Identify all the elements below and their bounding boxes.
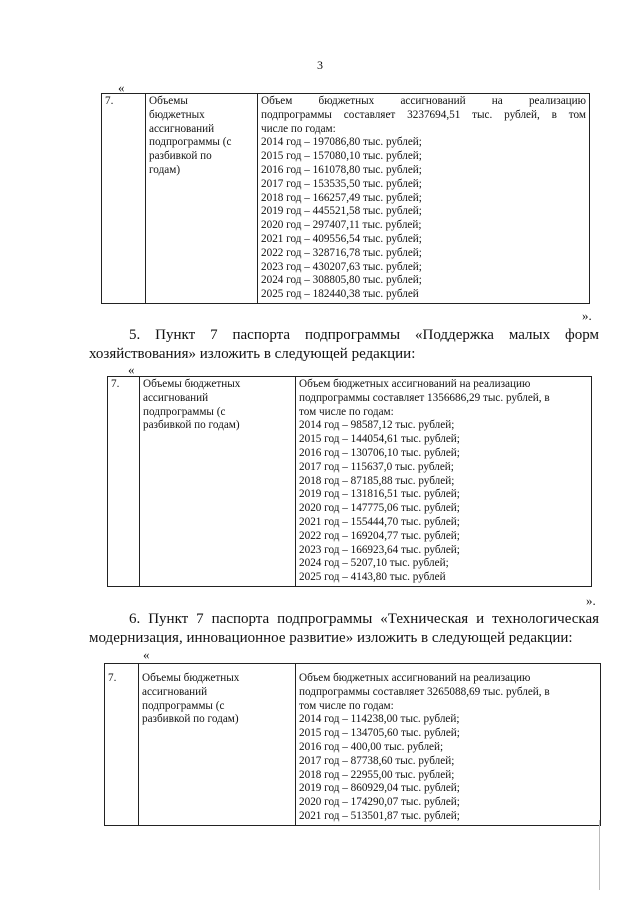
label-line: годам) (149, 163, 181, 176)
label-line: ассигнований (142, 685, 208, 698)
year-line: 2020 год – 297407,11 тыс. рублей; (261, 219, 422, 232)
label-line: разбивкой по годам) (143, 419, 240, 432)
open-quote: « (118, 80, 125, 95)
year-line: 2022 год – 328716,78 тыс. рублей; (261, 246, 422, 259)
year-line: 2017 год – 87738,60 тыс. рублей; (299, 754, 455, 767)
paragraph-line: модернизация, инновационное развитие» изложить в следующей редакции: (89, 630, 573, 646)
year-line: 2015 год – 144054,61 тыс. рублей; (299, 433, 460, 446)
row-number-cell (105, 664, 139, 826)
label-cell (146, 94, 258, 304)
intro-line: подпрограммы составляет 3265088,69 тыс. рублей, в (299, 685, 550, 698)
year-line: 2016 год – 130706,10 тыс. рублей; (299, 446, 460, 459)
paragraph-line: 6. Пункт 7 паспорта подпрограммы «Техническая и технологическая (129, 611, 599, 627)
close-quote: ». (582, 308, 592, 323)
year-line: 2025 год – 182440,38 тыс. рублей (261, 288, 419, 301)
page-number: 3 (317, 58, 323, 72)
year-line: 2016 год – 161078,80 тыс. рублей; (261, 163, 422, 176)
year-line: 2024 год – 5207,10 тыс. рублей; (299, 557, 449, 570)
row-number-cell (102, 94, 146, 304)
table-row (102, 94, 590, 304)
year-line: 2020 год – 147775,06 тыс. рублей; (299, 502, 460, 515)
intro-line: подпрограммы составляет 1356686,29 тыс. рублей, в (299, 391, 550, 404)
year-line: 2021 год – 513501,87 тыс. рублей; (299, 809, 460, 822)
year-line: 2015 год – 157080,10 тыс. рублей; (261, 150, 422, 163)
year-line: 2018 год – 22955,00 тыс. рублей; (299, 768, 455, 781)
year-line: 2018 год – 87185,88 тыс. рублей; (299, 474, 455, 487)
year-line: 2016 год – 400,00 тыс. рублей; (299, 740, 444, 753)
intro-line: том числе по годам: (299, 699, 394, 712)
year-line: 2014 год – 98587,12 тыс. рублей; (299, 419, 455, 432)
row-number: 7. (108, 672, 117, 684)
value-cell (296, 377, 592, 587)
budget-table (107, 376, 592, 587)
year-line: 2014 год – 114238,00 тыс. рублей; (299, 713, 460, 726)
label-cell (139, 664, 296, 826)
budget-table (104, 663, 601, 826)
open-quote: « (128, 362, 135, 377)
label-line: подпрограммы (с (149, 136, 232, 149)
table-row (105, 664, 601, 826)
year-line: 2023 год – 430207,63 тыс. рублей; (261, 260, 422, 273)
year-line: 2020 год – 174290,07 тыс. рублей; (299, 796, 460, 809)
label-line: разбивкой по (149, 150, 212, 163)
intro-line: Объем бюджетных ассигнований на реализацию (261, 95, 586, 107)
year-line: 2017 год – 115637,0 тыс. рублей; (299, 460, 454, 473)
label-line: Объемы бюджетных (143, 378, 241, 390)
row-number: 7. (105, 95, 114, 107)
year-line: 2021 год – 409556,54 тыс. рублей; (261, 232, 422, 245)
label-line: подпрограммы (с (142, 699, 225, 712)
row-number: 7. (111, 378, 120, 390)
year-line: 2019 год – 860929,04 тыс. рублей; (299, 782, 460, 795)
year-line: 2023 год – 166923,64 тыс. рублей; (299, 543, 460, 556)
scan-margin-mark (599, 820, 600, 890)
label-line: подпрограммы (с (143, 405, 226, 418)
paragraph-line: 5. Пункт 7 паспорта подпрограммы «Поддержка малых форм (129, 327, 599, 343)
year-line: 2017 год – 153535,50 тыс. рублей; (261, 177, 422, 190)
label-line: ассигнований (143, 391, 209, 404)
label-line: ассигнований (149, 122, 215, 135)
value-cell (296, 664, 601, 826)
paragraph-line: хозяйствования» изложить в следующей редакции: (89, 346, 416, 362)
intro-line: Объем бюджетных ассигнований на реализацию (299, 672, 531, 684)
table-row (108, 377, 592, 587)
year-line: 2015 год – 134705,60 тыс. рублей; (299, 727, 460, 740)
value-cell (258, 94, 590, 304)
year-line: 2014 год – 197086,80 тыс. рублей; (261, 136, 422, 149)
label-line: бюджетных (149, 108, 205, 121)
close-quote: ». (586, 593, 596, 608)
label-line: Объемы (149, 95, 188, 107)
intro-line: том числе по годам: (299, 405, 394, 418)
label-line: Объемы бюджетных (142, 672, 240, 684)
intro-line: подпрограммы составляет 3237694,51 тыс. рублей, в том (261, 108, 586, 121)
year-line: 2024 год – 308805,80 тыс. рублей; (261, 274, 422, 287)
year-line: 2019 год – 131816,51 тыс. рублей; (299, 488, 460, 501)
intro-line: числе по годам: (261, 122, 336, 135)
amendment-paragraph (89, 326, 599, 364)
budget-table (101, 93, 590, 304)
amendment-paragraph (89, 610, 599, 648)
intro-line: Объем бюджетных ассигнований на реализацию (299, 378, 531, 390)
year-line: 2022 год – 169204,77 тыс. рублей; (299, 529, 460, 542)
label-line: разбивкой по годам) (142, 713, 239, 726)
row-number-cell (108, 377, 140, 587)
year-line: 2021 год – 155444,70 тыс. рублей; (299, 515, 460, 528)
year-line: 2019 год – 445521,58 тыс. рублей; (261, 205, 422, 218)
open-quote: « (143, 647, 150, 662)
label-cell (140, 377, 296, 587)
year-line: 2018 год – 166257,49 тыс. рублей; (261, 191, 422, 204)
year-line: 2025 год – 4143,80 тыс. рублей (299, 571, 446, 584)
